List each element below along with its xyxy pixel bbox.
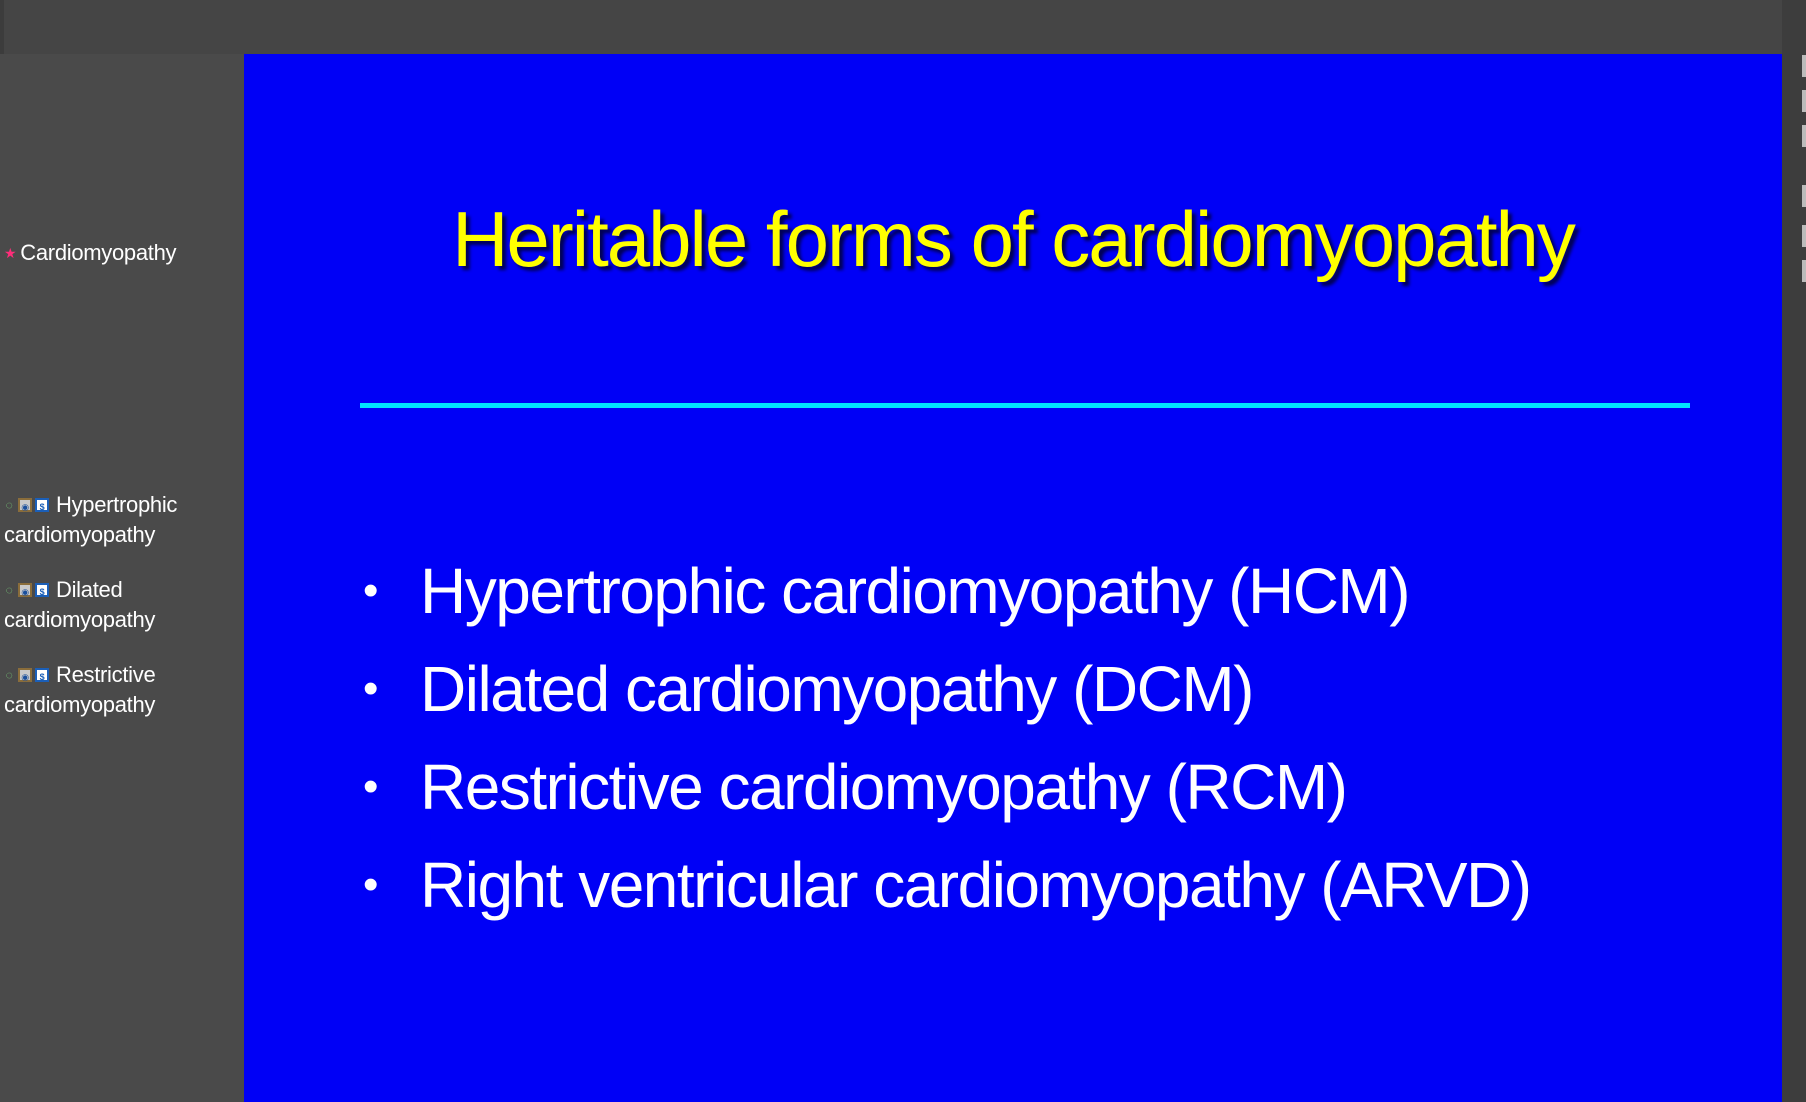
slide-title: Heritable forms of cardiomyopathy (452, 195, 1574, 283)
bullet-icon: • (363, 860, 377, 909)
outline-item-sublabel: cardiomyopathy (4, 522, 156, 547)
outline-item-label: Cardiomyopathy (20, 240, 177, 265)
dollar-icon: $ (35, 668, 49, 682)
bullet-item (360, 836, 1531, 934)
outline-item-sublabel: cardiomyopathy (4, 607, 156, 632)
bullet-text: Right ventricular cardiomyopathy (ARVD) (420, 849, 1531, 921)
bullet-text: Dilated cardiomyopathy (DCM) (420, 653, 1253, 725)
outline-item-label: Restrictive (56, 662, 156, 687)
bullet-item (360, 738, 1531, 836)
bullet-icon: • (363, 762, 377, 811)
item-icons (4, 668, 52, 682)
bullet-list (360, 542, 1531, 934)
slide-canvas[interactable] (244, 54, 1782, 1102)
outline-item-dilated[interactable] (4, 575, 155, 635)
panel-handle[interactable] (1802, 185, 1806, 207)
camera-icon: ◉ (18, 498, 32, 512)
camera-icon: ◉ (18, 668, 32, 682)
outline-item-cardiomyopathy[interactable] (4, 238, 176, 268)
slide-outline-sidebar (0, 54, 244, 1102)
bullet-text: Hypertrophic cardiomyopathy (HCM) (420, 555, 1410, 627)
outline-item-sublabel: cardiomyopathy (4, 692, 156, 717)
panel-handle[interactable] (1802, 225, 1806, 247)
outline-item-label: Dilated (56, 577, 123, 602)
refresh-icon: ◌ (5, 498, 13, 512)
panel-handle[interactable] (1802, 55, 1806, 77)
panel-handle[interactable] (1802, 125, 1806, 147)
outline-item-label: Hypertrophic (56, 492, 178, 517)
bullet-icon: • (363, 664, 377, 713)
star-icon: ★ (4, 245, 17, 261)
bullet-text: Restrictive cardiomyopathy (RCM) (420, 751, 1347, 823)
panel-handle[interactable] (1802, 90, 1806, 112)
dollar-icon: $ (35, 583, 49, 597)
camera-icon: ◉ (18, 583, 32, 597)
refresh-icon: ◌ (5, 668, 13, 682)
window-top-bar (0, 0, 1806, 54)
title-divider (360, 403, 1690, 408)
item-icons (4, 583, 52, 597)
item-icons (4, 498, 52, 512)
bullet-item (360, 542, 1531, 640)
refresh-icon: ◌ (5, 583, 13, 597)
bullet-icon: • (363, 566, 377, 615)
outline-item-hypertrophic[interactable] (4, 490, 177, 550)
right-panel-edge (1782, 0, 1806, 1102)
panel-handle[interactable] (1802, 260, 1806, 282)
outline-item-restrictive[interactable] (4, 660, 155, 720)
bullet-item (360, 640, 1531, 738)
dollar-icon: $ (35, 498, 49, 512)
